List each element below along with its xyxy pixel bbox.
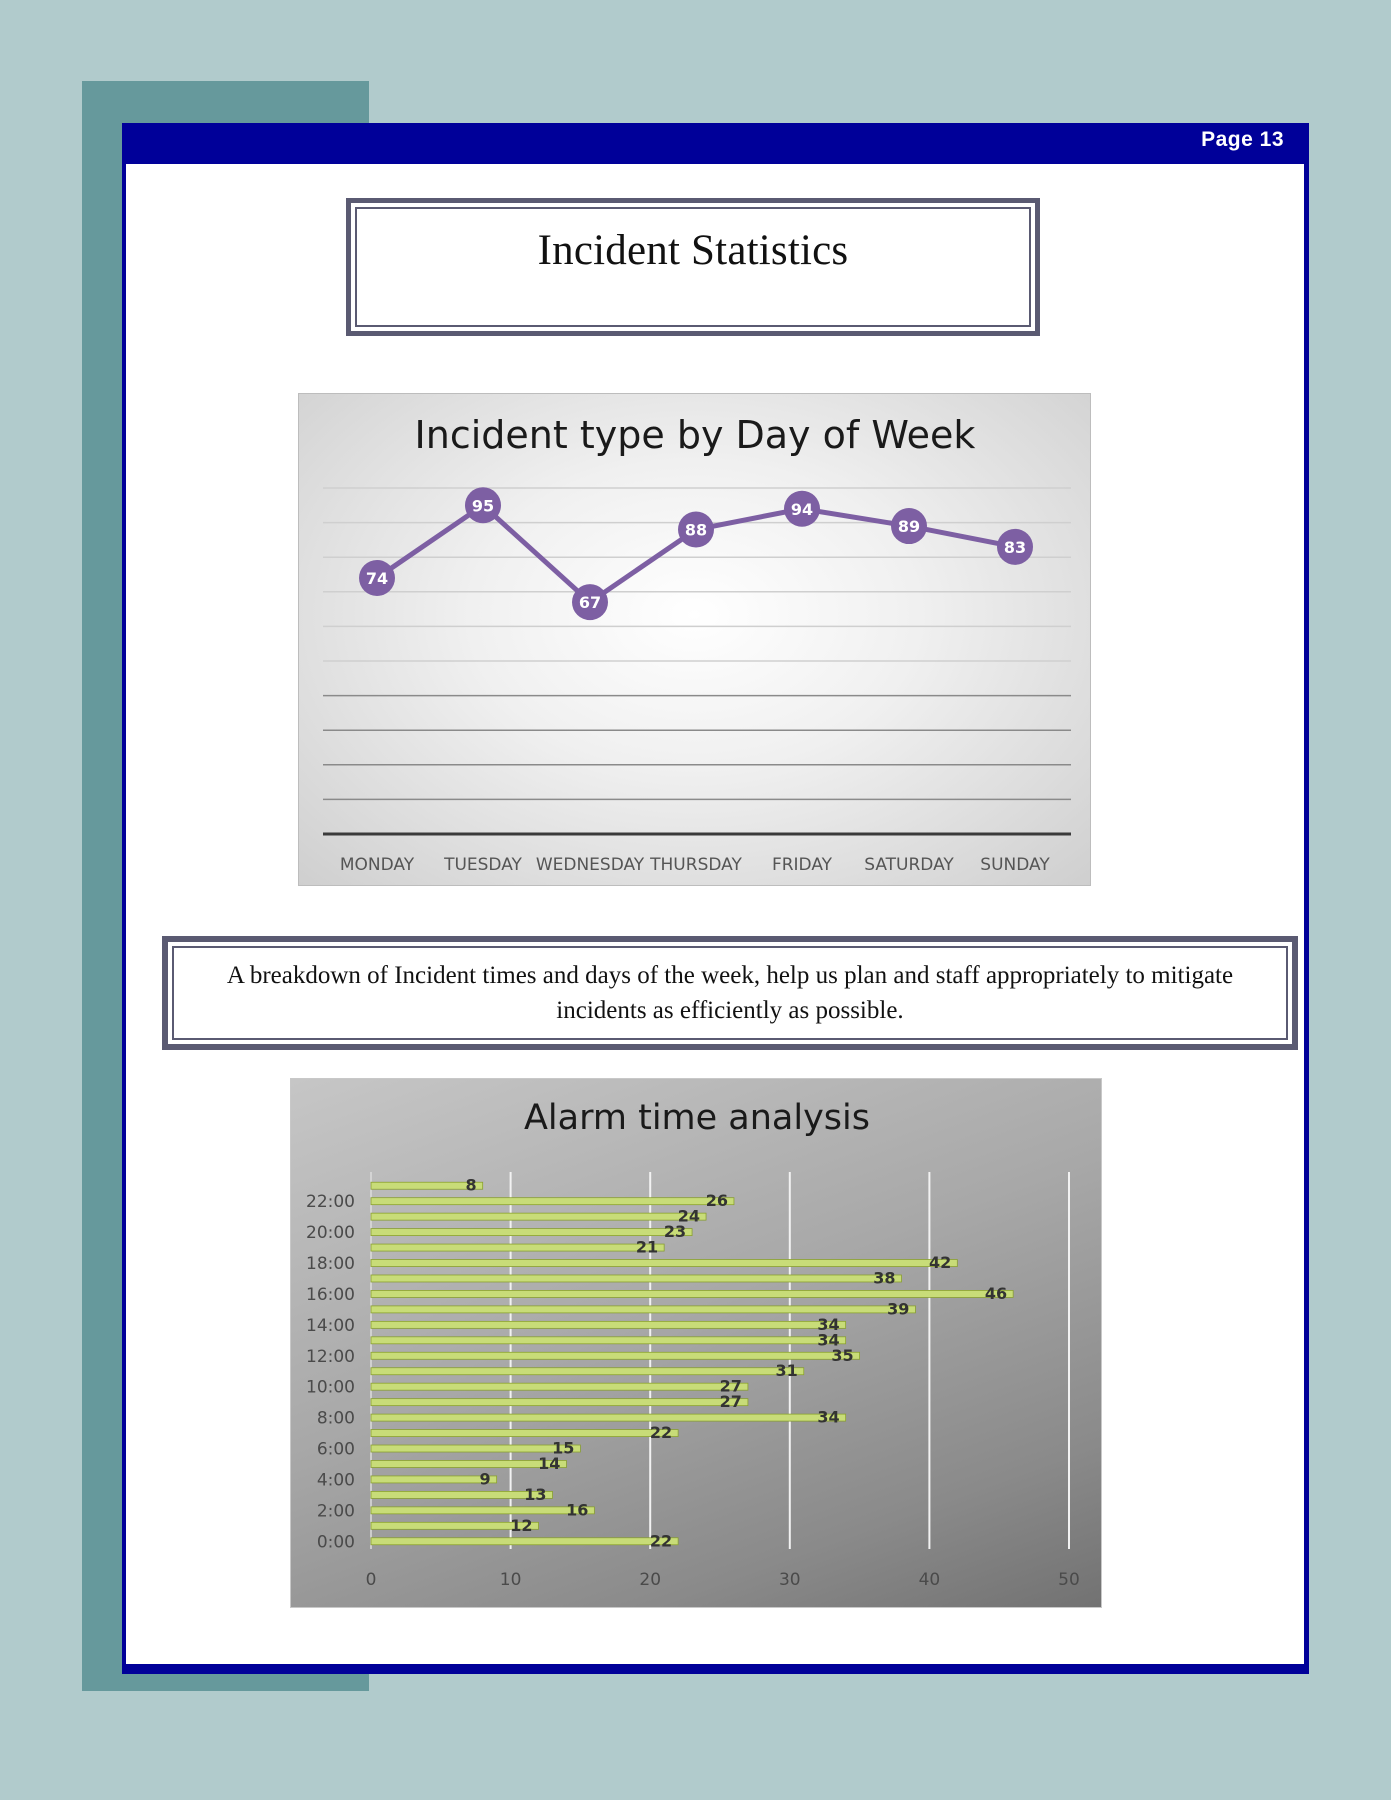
page-title: Incident Statistics bbox=[537, 227, 849, 274]
bar bbox=[371, 1383, 748, 1390]
data-label: 8 bbox=[465, 1175, 477, 1195]
x-tick-label: SATURDAY bbox=[864, 855, 954, 875]
data-label: 14 bbox=[538, 1453, 561, 1473]
y-tick-label: 22:00 bbox=[306, 1192, 355, 1213]
x-tick-label: 50 bbox=[1058, 1570, 1080, 1590]
x-tick-label: MONDAY bbox=[339, 855, 415, 875]
data-label: 13 bbox=[524, 1484, 547, 1504]
bar bbox=[371, 1368, 804, 1375]
data-label: 9 bbox=[479, 1469, 491, 1489]
data-label: 12 bbox=[510, 1515, 533, 1535]
page-number: Page 13 bbox=[1201, 128, 1284, 151]
bar bbox=[371, 1507, 594, 1514]
data-label: 31 bbox=[775, 1361, 798, 1381]
data-label: 26 bbox=[705, 1191, 728, 1211]
bar bbox=[371, 1399, 748, 1406]
x-tick-label: 30 bbox=[778, 1570, 801, 1590]
alarm-time-chart bbox=[290, 1078, 1102, 1608]
data-label: 74 bbox=[365, 568, 389, 588]
y-tick-label: 8:00 bbox=[316, 1408, 355, 1429]
data-label: 83 bbox=[1003, 537, 1027, 557]
caption-box bbox=[162, 936, 1298, 1050]
bar bbox=[371, 1260, 957, 1267]
page-frame bbox=[122, 123, 1309, 1674]
bar bbox=[371, 1275, 901, 1282]
x-tick-label: WEDNESDAY bbox=[535, 855, 645, 875]
y-tick-label: 16:00 bbox=[306, 1284, 355, 1305]
data-label: 16 bbox=[566, 1500, 589, 1520]
y-tick-label: 0:00 bbox=[316, 1532, 355, 1553]
chart-title: Incident type by Day of Week bbox=[414, 413, 976, 457]
bar bbox=[371, 1213, 706, 1220]
incident-day-chart-svg bbox=[299, 394, 1092, 887]
data-label: 95 bbox=[471, 496, 495, 516]
x-tick-label: 10 bbox=[499, 1570, 522, 1590]
bar bbox=[371, 1414, 846, 1421]
caption-text: A breakdown of Incident times and days of the week, help us plan and staff appropriately to mitigate incidents as efficiently as possible. bbox=[226, 962, 1234, 1024]
y-tick-label: 4:00 bbox=[316, 1470, 355, 1491]
data-label: 94 bbox=[790, 499, 814, 519]
bar bbox=[371, 1321, 846, 1328]
bar bbox=[371, 1476, 497, 1483]
data-label: 88 bbox=[684, 520, 708, 540]
bar bbox=[371, 1445, 580, 1452]
y-tick-label: 18:00 bbox=[306, 1254, 355, 1275]
bar bbox=[371, 1198, 734, 1205]
title-box bbox=[346, 198, 1040, 336]
bar bbox=[371, 1430, 678, 1437]
data-label: 89 bbox=[897, 517, 921, 537]
x-tick-label: SUNDAY bbox=[980, 855, 1050, 875]
bar bbox=[371, 1460, 566, 1467]
data-label: 23 bbox=[663, 1222, 687, 1242]
x-tick-label: 20 bbox=[639, 1570, 662, 1590]
x-tick-label: THURSDAY bbox=[650, 855, 742, 875]
data-label: 34 bbox=[817, 1330, 840, 1350]
y-tick-label: 12:00 bbox=[306, 1346, 355, 1367]
data-label: 42 bbox=[929, 1253, 952, 1273]
data-label: 39 bbox=[887, 1299, 910, 1319]
bar bbox=[371, 1306, 915, 1313]
x-tick-label: TUESDAY bbox=[444, 855, 522, 875]
x-tick-label: FRIDAY bbox=[771, 855, 833, 875]
y-tick-label: 10:00 bbox=[306, 1377, 355, 1398]
x-tick-label: 0 bbox=[365, 1570, 377, 1590]
bar bbox=[371, 1337, 846, 1344]
data-label: 35 bbox=[831, 1345, 854, 1365]
incident-day-chart bbox=[298, 393, 1091, 886]
page-header-bar bbox=[126, 123, 1304, 164]
data-label: 22 bbox=[649, 1531, 673, 1551]
y-tick-label: 20:00 bbox=[306, 1223, 355, 1244]
data-label: 34 bbox=[817, 1314, 840, 1334]
bar bbox=[371, 1352, 860, 1359]
data-label: 27 bbox=[719, 1392, 742, 1412]
data-label: 15 bbox=[552, 1438, 575, 1458]
bar bbox=[371, 1229, 692, 1236]
data-label: 21 bbox=[635, 1237, 659, 1257]
y-tick-label: 6:00 bbox=[316, 1439, 355, 1460]
bar bbox=[371, 1290, 1013, 1297]
y-tick-label: 2:00 bbox=[316, 1501, 355, 1522]
data-label: 34 bbox=[817, 1407, 840, 1427]
data-label: 22 bbox=[649, 1423, 673, 1443]
y-tick-label: 14:00 bbox=[306, 1315, 355, 1336]
data-label: 27 bbox=[719, 1376, 742, 1396]
data-label: 46 bbox=[984, 1283, 1008, 1303]
data-label: 67 bbox=[578, 593, 602, 613]
data-label: 38 bbox=[873, 1268, 896, 1288]
bar bbox=[371, 1538, 678, 1545]
bar bbox=[371, 1244, 664, 1251]
x-tick-label: 40 bbox=[918, 1570, 941, 1590]
alarm-time-chart-svg bbox=[291, 1079, 1103, 1609]
chart-title: Alarm time analysis bbox=[523, 1098, 871, 1138]
data-label: 24 bbox=[677, 1206, 701, 1226]
